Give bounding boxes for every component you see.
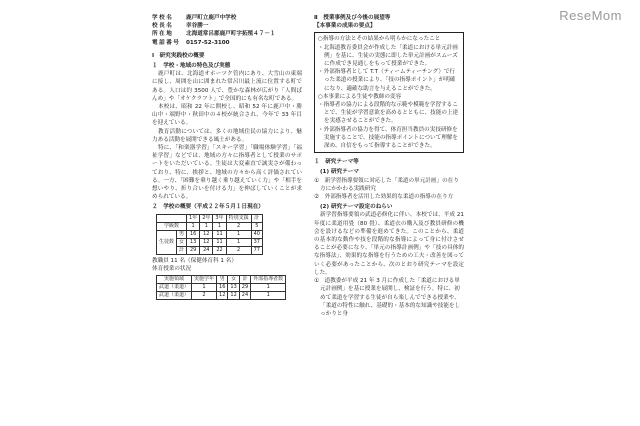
list-item: ・北海道教育委員会が作成した「柔道における単元計画例」を基に、生徒の実態に即した単元計画がスムーズに作成でき見通しをもって授業ができた。	[318, 44, 458, 68]
header-row-principal: 校長名 幸谷勝一	[152, 23, 209, 30]
table-cell: 16	[187, 230, 200, 238]
table-cell: 武道（柔道）	[157, 284, 192, 292]
table-row	[157, 230, 263, 238]
table-cell: 1	[200, 222, 213, 230]
table-cell: 2	[226, 222, 251, 230]
table-row	[157, 284, 286, 292]
paragraph: 特に、「和楽器学習」「スキー学習」「職場体験学習」「福祉学習」などでは、地域の方々に指導者として授業のサポートをいただいている。生徒は大変素直で誠実さが備わっており、特に、挨拶と、地域の方々から高く評価されている。一方、「困難を乗り越く乗り越えていく力」や「相手を想いやり、折り合いを付ける力」を伸ばしていくことが求められている。	[152, 145, 302, 201]
table-cell: 男	[177, 230, 187, 238]
table-cell: 1	[226, 238, 251, 246]
table-cell: 女	[228, 276, 239, 284]
table-cell: 24	[239, 292, 250, 300]
table-cell: 13	[187, 238, 200, 246]
table-cell: 女	[177, 238, 187, 246]
list-item: ① 新学習指導要領に対応した「柔道の単元計画」の在り方にかかわる実践研究	[314, 177, 459, 192]
header-row-phone: 電話番号 0157-52-3100	[152, 39, 230, 46]
pe-class-status-label: 体育授業の状況	[152, 265, 192, 272]
table-cell: 1	[251, 292, 286, 300]
table-cell: 16	[217, 284, 228, 292]
table-cell: 29	[187, 246, 200, 254]
subheading-features: １ 学校・地域の特色及び実態	[152, 63, 231, 70]
table-cell: 24	[200, 246, 213, 254]
table-cell: 実施領域	[157, 276, 192, 284]
table-cell: 学級数	[157, 222, 187, 230]
list-item: ② 外部指導者を活用した効果的な柔道の指導の在り方	[314, 194, 454, 201]
table-cell: 外部指導者数	[251, 276, 286, 284]
header-row-name: 学校名 鹿戸町立鹿戸中学校	[152, 15, 237, 21]
paragraph: 鹿戸町は、北海道オホーツク管内にあり、大雪山の東端に接し、周囲を山に囲まれた常呂川最上流に位置する町である。人口は約 3500 人で、豊かな森林が広がり「人間ばんめ」や「オケクラフト」で全国的にも有名な町である。	[152, 71, 302, 102]
table-header-row	[157, 276, 286, 284]
list-item: ・外部指導者として T.T（ティームティーチング）で行った柔道の授業により、「技の指導ポイント」が明確になり、適確な助言を与えることができた。	[318, 69, 456, 92]
list-item: ・指導者の協力による段階的な示範や模範を学習することで、生徒が学習意欲を高めるとともに、技能の上達を実感させることができた。	[318, 102, 459, 125]
section-heading-lesson-cases: Ⅱ 授業事例及び今後の展望等	[314, 15, 391, 21]
table-cell: 12	[228, 292, 239, 300]
table-header-row	[157, 214, 263, 222]
table-cell: 1	[187, 222, 200, 230]
school-header	[152, 14, 302, 47]
table-cell: 12	[200, 230, 213, 238]
school-stats-table	[156, 214, 263, 255]
table-cell: 29	[239, 284, 250, 292]
table-cell: 1年	[187, 214, 200, 222]
table-cell: 11	[213, 230, 226, 238]
table-cell: 特別支援	[226, 214, 251, 222]
table-row	[157, 222, 263, 230]
table-cell: 11	[213, 238, 226, 246]
table-cell: 計	[177, 246, 187, 254]
table-cell	[157, 214, 187, 222]
table-cell: 男	[217, 276, 228, 284]
table-cell: 37	[251, 238, 262, 246]
table-cell: 1	[192, 284, 217, 292]
table-cell: 1	[251, 284, 286, 292]
table-cell: 22	[213, 246, 226, 254]
results-box-title: 【本事業の成果の要点】	[314, 23, 376, 30]
section-heading-research-theme: １ 研究テーマ等	[314, 159, 359, 166]
table-cell: 武道（柔道）	[157, 292, 192, 300]
subheading-theme-aim: (2) 研究テーマ設定のねらい	[320, 204, 393, 211]
header-row-address: 所在地 北海道常呂郡鹿戸町字拓殖４７－１	[152, 31, 276, 38]
table-cell: 実施学年	[192, 276, 217, 284]
paragraph: 本校は、昭和 22 年に開校し、昭和 52 年に鹿戸中・勝山中・端野中・秋田中の４校が統合され、今年で 33 年目を迎えている。	[152, 104, 302, 127]
results-summary-box	[314, 32, 464, 153]
right-column	[314, 14, 464, 318]
section-heading-overview: Ⅰ 研究実践校の概要	[152, 52, 205, 59]
table-cell: 計	[239, 276, 250, 284]
resemom-logo: ReseMom	[559, 8, 622, 23]
table-cell: 13	[228, 284, 239, 292]
table-cell: 2	[192, 292, 217, 300]
table-row	[157, 292, 286, 300]
subheading-theme: (1) 研究テーマ	[320, 169, 359, 176]
table-cell: 生徒数	[157, 230, 177, 254]
table-cell: 77	[251, 246, 262, 254]
pe-class-table	[156, 275, 286, 300]
paragraph: 新学習指導要領の武道必修化に伴い、本校では、平成 21 年度に柔道用畳（80 畳）、柔道衣の購入及び教員研修の機会を設けるなどの準備を進めてきた。このことから、柔道の基本的な動作や技を段階的な指導によって身に付けさせることが必要になり、「単元の指導計画例」や「技の具体的な指導法」、効果的な指導を行うための工夫・改善を図っていく必要があったことから、次のとおり研究テーマを設定した。	[314, 212, 464, 276]
paragraph: 教育活動については、多くの地域住民の協力により、魅力ある活動を展開できる風土がある。	[152, 128, 302, 143]
table-cell: 2年	[200, 214, 213, 222]
list-item: ① 道教委が平成 21 年 3 月に作成した「柔道における単元計画例」を基に授業を展開し、検証を行う。特に、初めて柔道を学習する生徒が自ら楽しんでできる授業や、「柔道の特性に触れ、基礎的・基本的な知識や技能をしっかりと身	[314, 278, 461, 317]
table-cell: 12	[200, 238, 213, 246]
left-column	[152, 14, 302, 302]
results-box-heading: ○指導の方法とその結果から明らかになったこと	[318, 36, 441, 43]
table-cell: 計	[251, 214, 262, 222]
table-cell: 12	[217, 292, 228, 300]
subheading-school-overview: ２ 学校の概要（平成２２年５月１日現在）	[152, 204, 264, 211]
results-box-heading: ○本事業による生徒や教師の変容	[318, 93, 402, 100]
table-cell: 40	[251, 230, 262, 238]
table-cell: 2	[226, 246, 251, 254]
table-cell: 3年	[213, 214, 226, 222]
table-cell: 1	[226, 230, 251, 238]
table-cell: 5	[251, 222, 262, 230]
table-cell: 1	[213, 222, 226, 230]
staff-count: 教職員 11 名（保健体育科 1 名）	[152, 257, 237, 264]
list-item: ・外部指導者の協力を得て、体育担当教員の実技研修を実施することで、技能の指導ポイントについて理解を深め、自信をもって指導することができた。	[318, 126, 459, 150]
